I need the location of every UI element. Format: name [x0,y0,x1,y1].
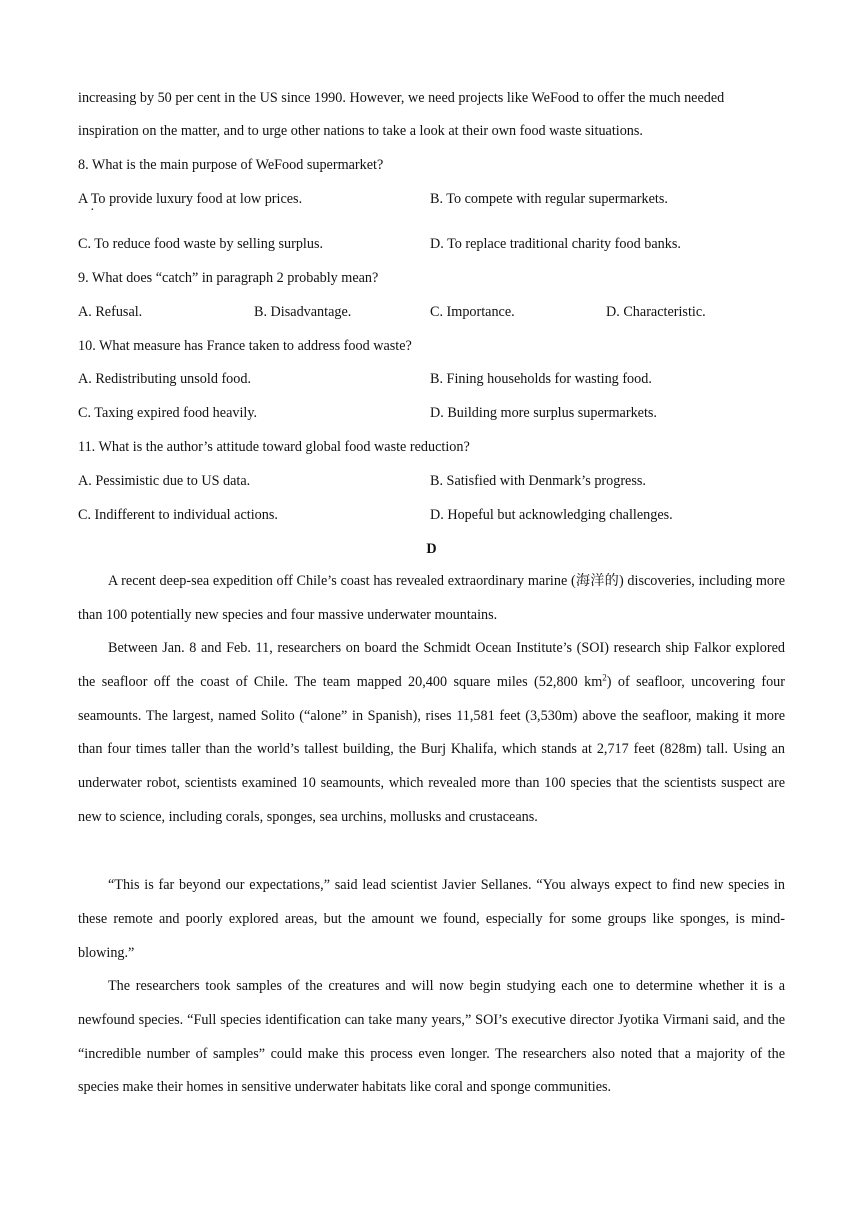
question-9-option-d[interactable]: D. Characteristic. [606,304,706,320]
question-9-option-a[interactable]: A. Refusal. [78,304,143,320]
question-9-stem: 9. What does “catch” in paragraph 2 probably mean? [78,270,379,286]
question-11-option-a[interactable]: A. Pessimistic due to US data. [78,473,251,489]
squared-superscript: 2 [602,672,607,683]
question-9-option-b[interactable]: B. Disadvantage. [254,304,352,320]
section-heading: D [426,541,437,557]
question-8-stem: 8. What is the main purpose of WeFood supermarket? [78,157,384,173]
passage-paragraph-2-text-a: Between Jan. 8 and Feb. 11, researchers on board the Schmidt Ocean Institute’s (SOI) research ship Falkor explored the seafloor off the coast of Chile. The team mapped 20,400 square miles (52,800 km [78,640,785,690]
question-10-option-b[interactable]: B. Fining households for wasting food. [430,371,652,387]
passage-paragraph-3: “This is far beyond our expectations,” said lead scientist Javier Sellanes. “You always expect to find new species in these remote and poorly explored areas, but the amount we found, especially for some groups like sponges, is mind-blowing.” [78,877,785,961]
question-10-option-a[interactable]: A. Redistributing unsold food. [78,371,252,387]
question-10-stem: 10. What measure has France taken to address food waste? [78,338,412,354]
stray-dot-mark: · [90,203,95,218]
passage-paragraph-2-text-b: ) of seafloor, uncovering four seamounts. The largest, named Solito (“alone” in Spanish), rises 11,581 feet (3,530m) above the seafloor, making it more than four times taller than the world’s tallest building, the Burj Khalifa, which stands at 2,717 feet (828m) tall. Using an underwater robot, scientists examined 10 seamounts, which revealed more than 100 species that the scientists suspect are new to science, including corals, sponges, sea urchins, mollusks and crustaceans. [78,673,785,825]
question-8-option-b[interactable]: B. To compete with regular supermarkets. [430,191,668,207]
passage-paragraph-4: The researchers took samples of the creatures and will now begin studying each one to determine whether it is a newfound species. “Full species identification can take many years,” SOI’s executive director Jyotika Virmani said, and the “incredible number of samples” could make this process even longer. The researchers also noted that a majority of the species make their homes in sensitive underwater habitats like coral and sponge communities. [78,978,785,1096]
passage-paragraph-1: A recent deep-sea expedition off Chile’s coast has revealed extraordinary marine (海洋的) discoveries, including more than 100 potentially new species and four massive underwater mountains. [78,573,785,623]
passage-paragraph-2 [78,632,785,835]
question-11-option-c[interactable]: C. Indifferent to individual actions. [78,507,278,523]
question-10-option-c[interactable]: C. Taxing expired food heavily. [78,405,258,421]
question-11-stem: 11. What is the author’s attitude toward global food waste reduction? [78,439,470,455]
intro-line-2: inspiration on the matter, and to urge other nations to take a look at their own food waste situations. [78,123,643,139]
question-9-option-c[interactable]: C. Importance. [430,304,515,320]
question-8-option-d[interactable]: D. To replace traditional charity food banks. [430,236,681,252]
question-8-option-c[interactable]: C. To reduce food waste by selling surplus. [78,236,324,252]
question-11-option-d[interactable]: D. Hopeful but acknowledging challenges. [430,507,673,523]
question-8-option-a[interactable]: A To provide luxury food at low prices. [78,191,303,207]
question-11-option-b[interactable]: B. Satisfied with Denmark’s progress. [430,473,646,489]
intro-line-1: increasing by 50 per cent in the US since 1990. However, we need projects like WeFood to offer the much needed [78,90,725,106]
question-10-option-d[interactable]: D. Building more surplus supermarkets. [430,405,657,421]
